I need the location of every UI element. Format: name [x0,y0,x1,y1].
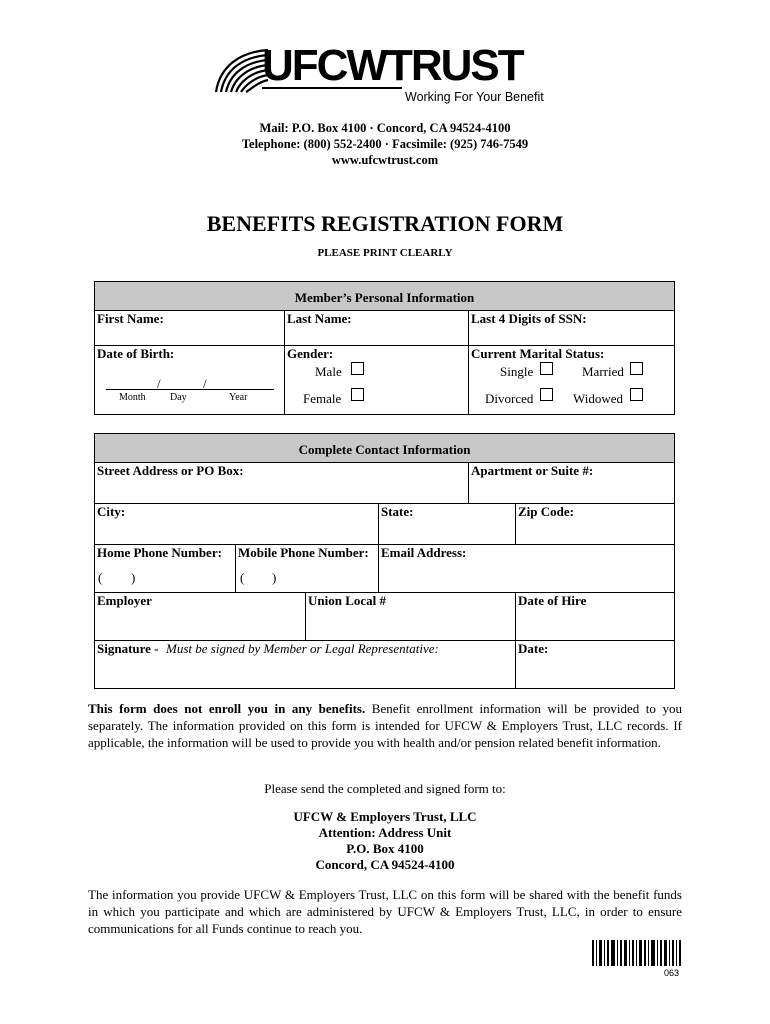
widowed-checkbox[interactable] [630,388,643,401]
female-label: Female [303,391,342,406]
page-subtitle: PLEASE PRINT CLEARLY [317,247,453,259]
marital-status-label: Current Marital Status: [471,346,605,361]
married-label: Married [582,364,624,379]
dob-label: Date of Birth: [97,346,175,361]
ufcw-trust-logo [210,40,560,110]
logo-tagline: Working For Your Benefit [405,90,544,104]
phone-fax: Telephone: (800) 552-2400 · Facsimile: (925) 746-7549 [241,137,529,151]
month-caption: Month [119,392,146,403]
send-instructions: Please send the completed and signed form to: [264,781,506,796]
contact-info-heading: Complete Contact Information [298,442,471,457]
apt-label: Apartment or Suite #: [471,463,594,478]
zip-label: Zip Code: [518,504,574,519]
street-label: Street Address or PO Box: [97,463,244,478]
form-code: 063 [664,968,680,978]
page-title: BENEFITS REGISTRATION FORM [206,211,564,236]
barcode-icon [592,940,682,966]
mobile-phone-label: Mobile Phone Number: [238,545,369,560]
single-checkbox[interactable] [540,362,553,375]
year-caption: Year [229,392,248,403]
home-phone-label: Home Phone Number: [97,545,222,560]
divorced-label: Divorced [485,391,534,406]
male-checkbox[interactable] [351,362,364,375]
email-label: Email Address: [381,545,467,560]
personal-info-heading: Member’s Personal Information [294,290,475,305]
signature-note: Must be signed by Member or Legal Representative: [166,641,439,656]
signature-label: Signature - [97,641,159,656]
last-name-label: Last Name: [287,311,352,326]
city-label: City: [97,504,126,519]
ssn-label: Last 4 Digits of SSN: [471,311,587,326]
male-label: Male [315,364,342,379]
employer-label: Employer [97,593,152,608]
enrollment-notice: This form does not enroll you in any benefits. Benefit enrollment information will be provided to you separately. The information provided on this form is intended for UFCW & Employers Trust, LLC records. If applicable, the information will be used to provide you with health and/or pension related benefit information. [88,701,682,750]
address-line-4: Concord, CA 94524-4100 [315,857,455,872]
address-line-1: UFCW & Employers Trust, LLC [293,809,477,824]
footer-text: The information you provide UFCW & Employers Trust, LLC on this form will be shared with the benefit funds in which you participate and which are administered by UFCW & Employers Trust, LLC, in order to ensure communications for all Funds continue to reach you. [88,887,682,936]
date-of-hire-label: Date of Hire [518,593,587,608]
mail-address: Mail: P.O. Box 4100 · Concord, CA 94524-4100 [259,121,511,135]
day-caption: Day [170,392,187,403]
married-checkbox[interactable] [630,362,643,375]
address-line-2: Attention: Address Unit [318,825,452,840]
divorced-checkbox[interactable] [540,388,553,401]
website: www.ufcwtrust.com [331,153,439,167]
union-local-label: Union Local # [308,593,387,608]
first-name-label: First Name: [97,311,164,326]
single-label: Single [500,364,534,379]
female-checkbox[interactable] [351,388,364,401]
logo-underline [262,87,402,89]
name-row[interactable] [94,310,675,346]
logo-wordmark: UFCWTRUST [262,41,523,90]
logo-arc-icon [210,46,270,96]
widowed-label: Widowed [573,391,624,406]
signature-date-label: Date: [518,641,549,656]
address-line-3: P.O. Box 4100 [346,841,424,856]
dob-entry-line[interactable] [106,389,274,390]
gender-label: Gender: [287,346,334,361]
state-label: State: [381,504,414,519]
